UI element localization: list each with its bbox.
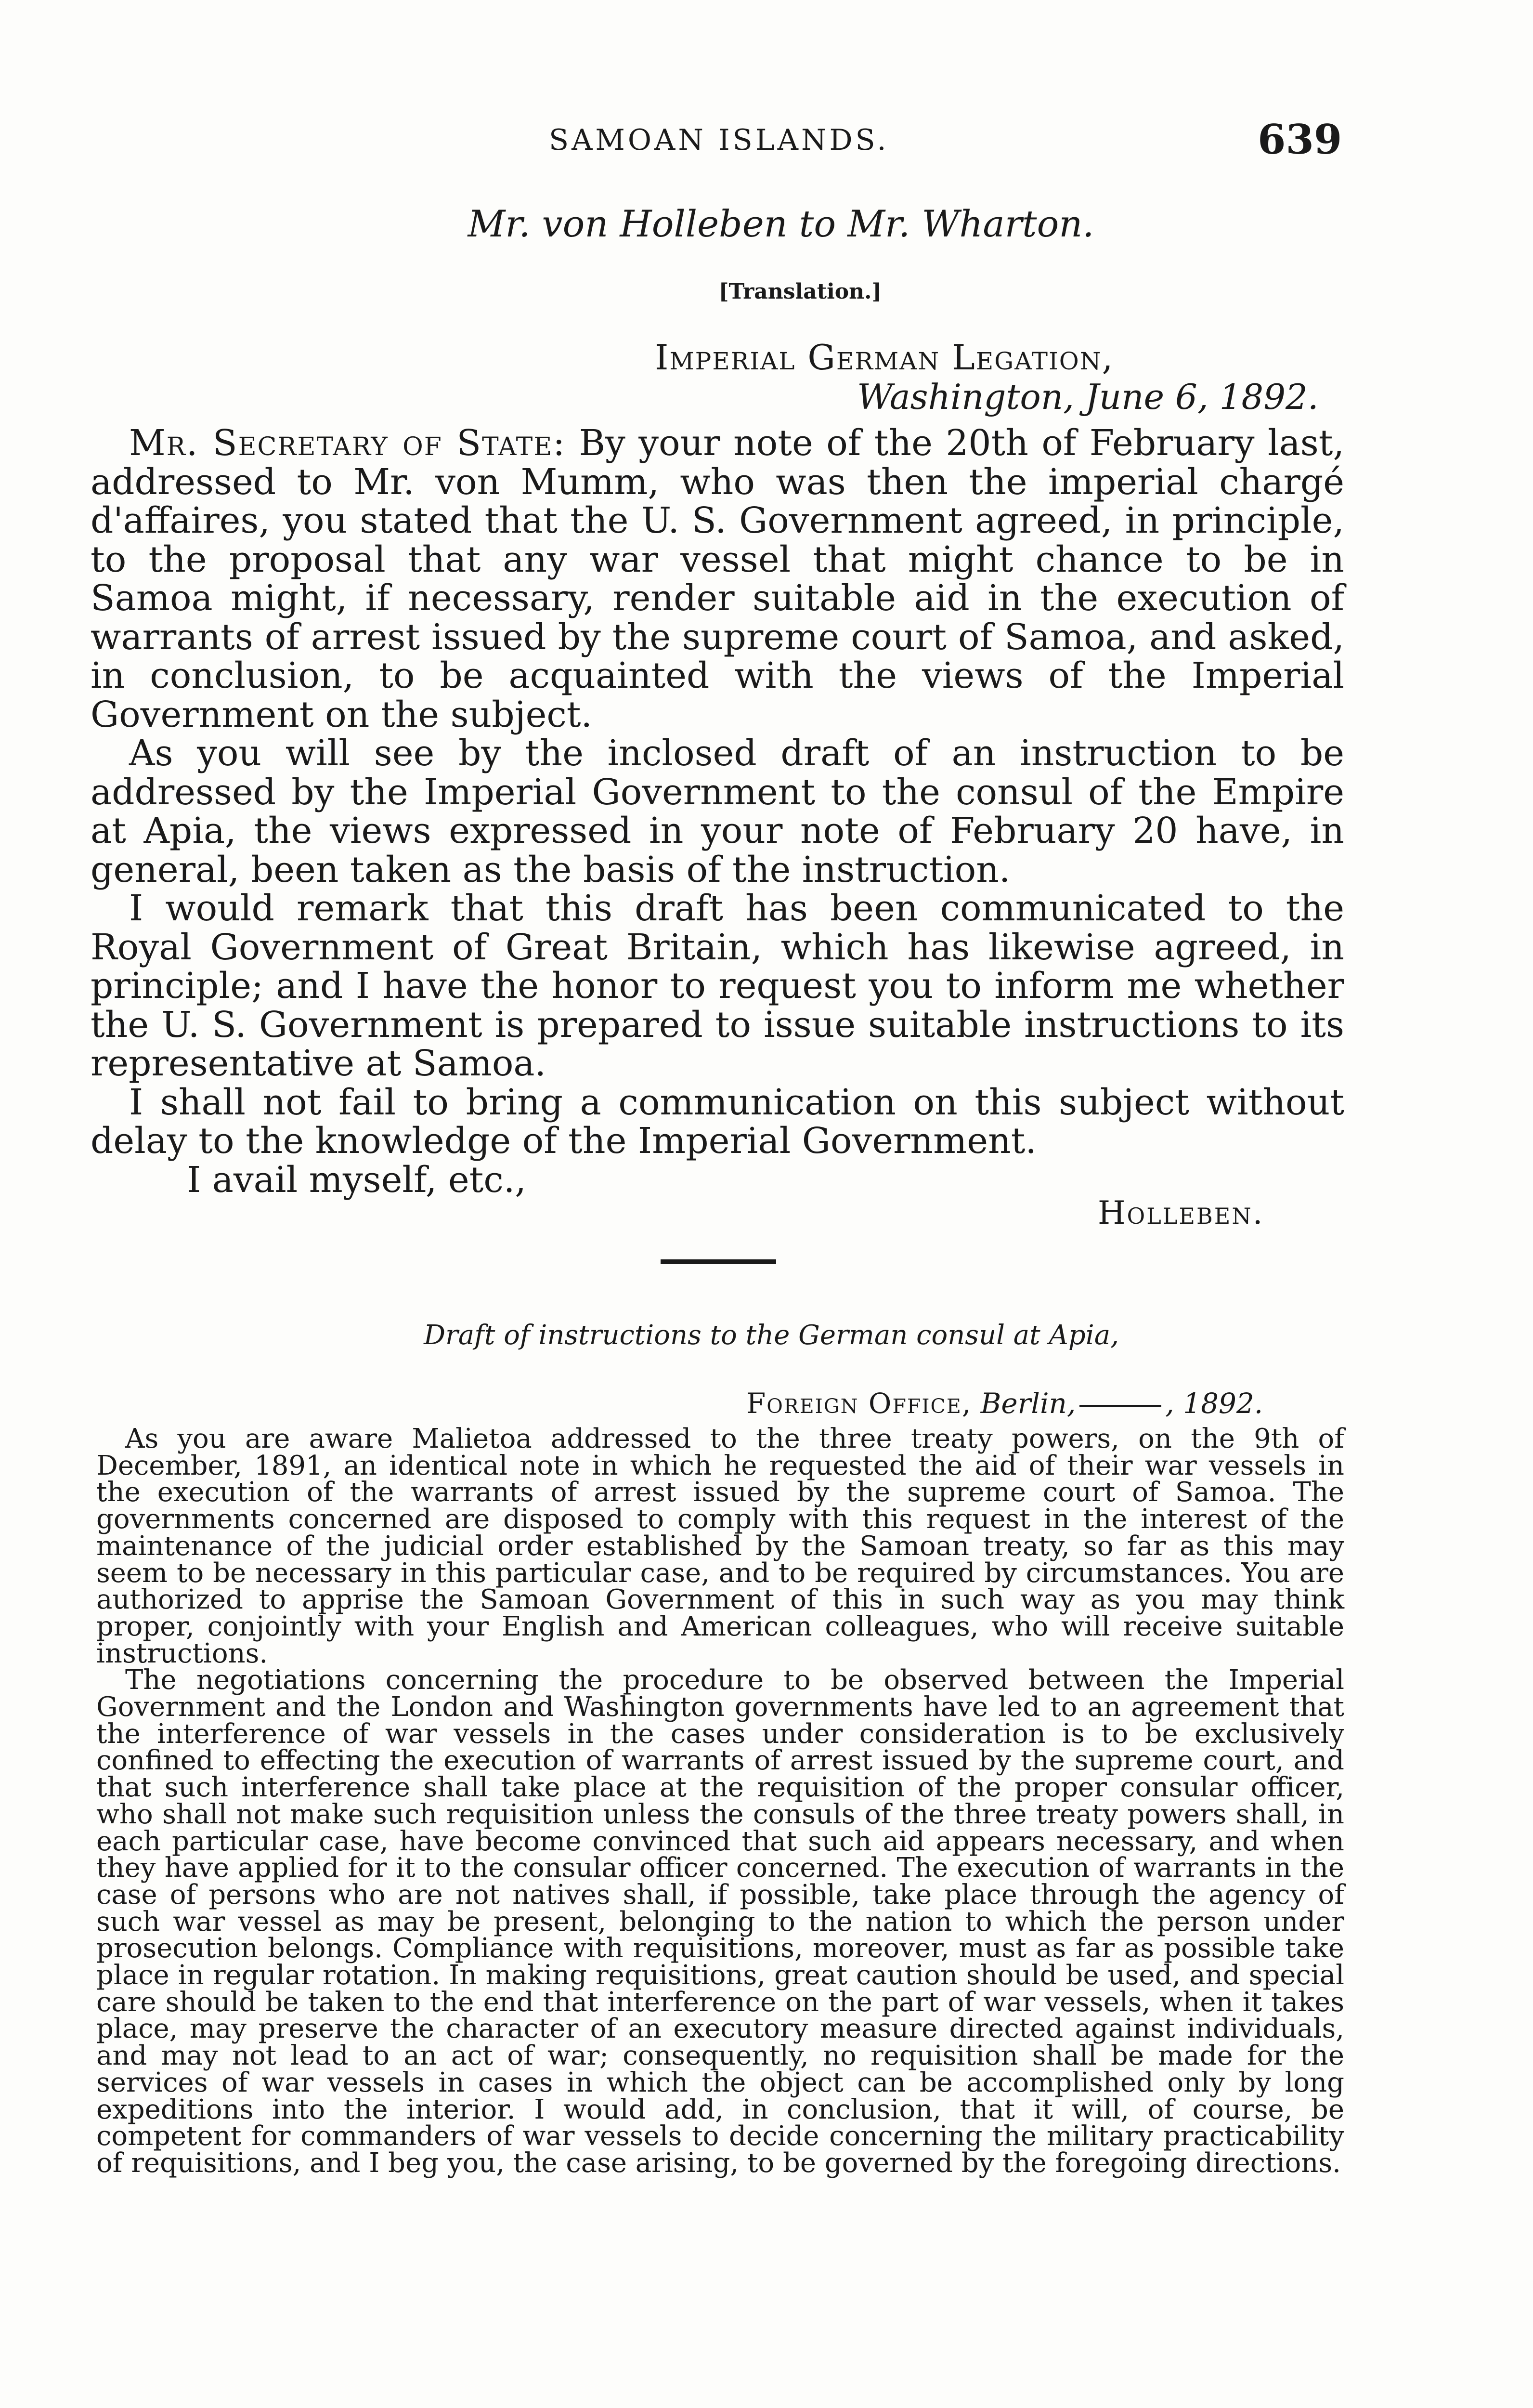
draft-body (96, 1423, 1344, 2179)
section-divider (661, 1259, 776, 1264)
draft-paragraph: As you are aware Malietoa addressed to the three treaty powers, on the 9th of December, 1891, an identical note in which he requested the aid of their war vessels in the execution of the warrants of arrest issued by the supreme court of Samoa. The governments concerned are disposed to comply with this request in the interest of the maintenance of the judicial order established by the Samoan treaty, so far as this may seem to be necessary in this particular case, and to be required by circumstances. You are authorized to apprise the Samoan Government of this in such way as you may think proper, conjointly with your English and American colleagues, who will receive suitable instructions. (96, 1423, 1344, 1669)
draft-city: Berlin, (980, 1387, 1076, 1420)
letter-date: Washington, June 6, 1892. (857, 377, 1319, 417)
draft-dateline (746, 1387, 1263, 1420)
letter-title: Mr. von Holleben to Mr. Wharton. (468, 202, 1094, 245)
date-blank-line (1079, 1405, 1161, 1407)
letter-paragraph (91, 424, 1344, 734)
letter-salutation: Mr. Secretary of State: (129, 422, 566, 464)
letter-paragraph-text: By your note of the 20th of February last, addressed to Mr. von Mumm, who was then the imperial chargé d'affaires, you stated that the U. S. Government agreed, in principle, to the proposal that any war vessel that might chance to be in Samoa might, if necessary, render suitable aid in the execution of warrants of arrest issued by the supreme court of Samoa, and asked, in conclusion, to be acquainted with the views of the Imperial Government on the subject. (91, 422, 1344, 735)
draft-office: Foreign Office, (746, 1387, 972, 1420)
letter-paragraph: I shall not fail to bring a communication on this subject without delay to the knowledge of the Imperial Government. (91, 1081, 1344, 1162)
letter-body (91, 424, 1344, 1199)
page-number: 639 (1258, 116, 1342, 163)
letter-paragraph: I would remark that this draft has been communicated to the Royal Government of Great Britain, which has likewise agreed, in principle; and I have the honor to request you to inform me whether the U. S. Government is prepared to issue suitable instructions to its representative at Samoa. (91, 888, 1344, 1084)
draft-paragraph: The negotiations concerning the procedure to be observed between the Imperial Government and the London and Washington governments have led to an agreement that the interference of war vessels in the cases under consideration is to be exclusively confined to effecting the execution of warrants of arrest issued by the supreme court, and that such interference shall take place at the requisition of the proper consular officer, who shall not make such requisition unless the consuls of the three treaty powers shall, in each particular case, have become convinced that such aid appears necessary, and when they have applied for it to the consular officer concerned. The execution of warrants in the case of persons who are not natives shall, if possible, take place through the agency of such war vessel as may be present, belonging to the nation to which the person under prosecution belongs. Compliance with requisitions, moreover, must as far as possible take place in regular rotation. In making requisitions, great caution should be used, and special care should be taken to the end that interference on the part of war vessels, when it takes place, may preserve the character of an executory measure directed against individuals, and may not lead to an act of war; consequently, no requisition shall be made for the services of war vessels in cases in which the object can be accomplished only by long expeditions into the interior. I would add, in conclusion, that it will, of course, be competent for commanders of war vessels to decide concerning the military practicability of requisitions, and I beg you, the case arising, to be governed by the foregoing directions. (96, 1664, 1344, 2179)
running-head-title: SAMOAN ISLANDS. (549, 123, 889, 157)
draft-year: , 1892. (1165, 1387, 1263, 1420)
letter-signoff: I avail myself, etc., (187, 1159, 526, 1201)
letter-legation: Imperial German Legation, (655, 337, 1114, 378)
translation-note: [Translation.] (718, 279, 882, 304)
running-head (0, 116, 1533, 163)
draft-title: Draft of instructions to the German consul at Apia, (424, 1320, 1119, 1351)
letter-signature: Holleben. (1098, 1194, 1264, 1231)
letter-paragraph: As you will see by the inclosed draft of an instruction to be addressed by the Imperial Government to the consul of the Empire at Apia, the views expressed in your note of February 20 have, in general, been taken as the basis of the instruction. (91, 733, 1344, 890)
